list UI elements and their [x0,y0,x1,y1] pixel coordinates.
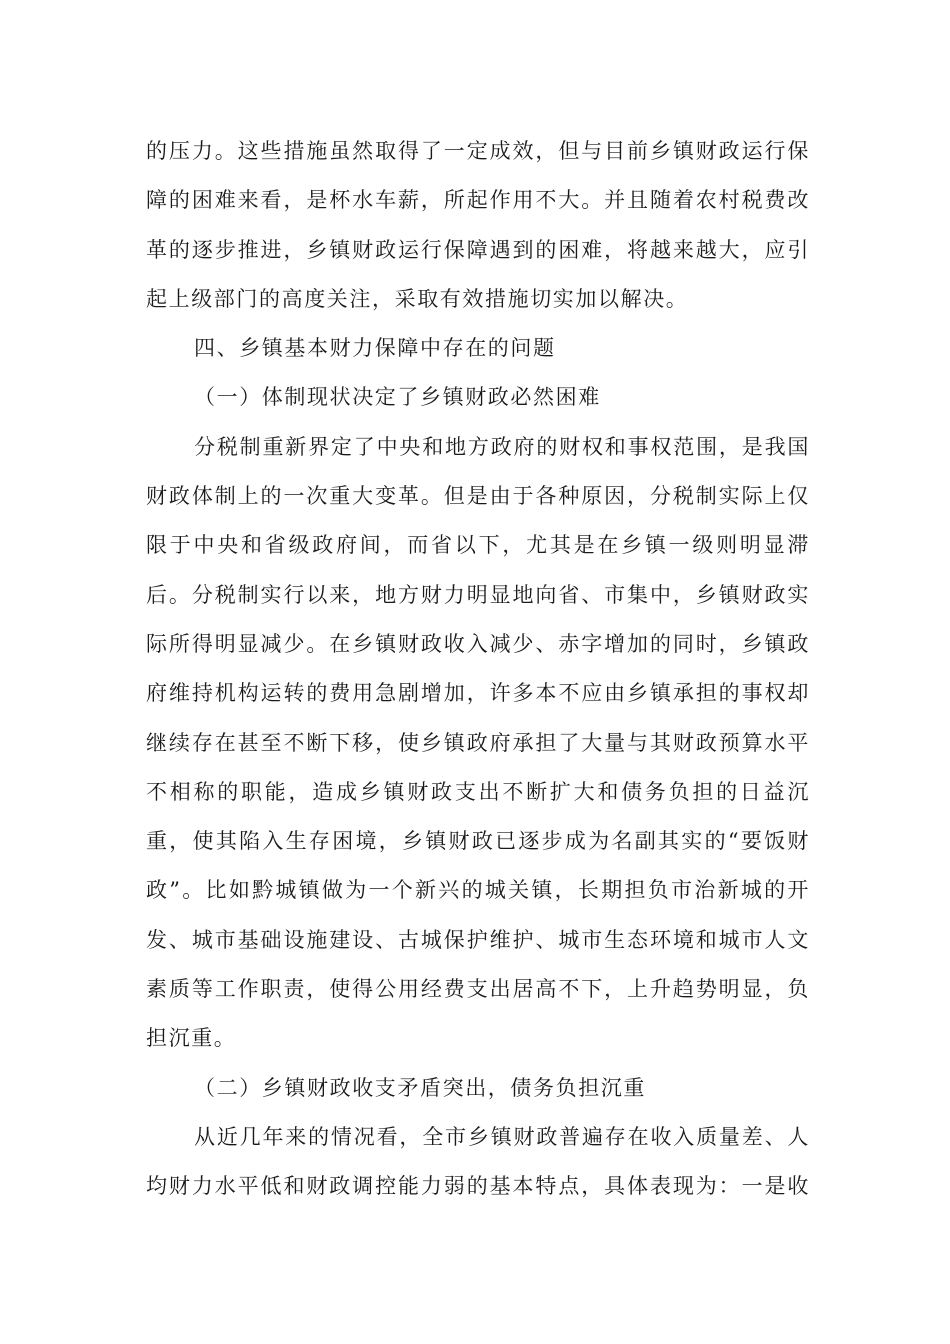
text-line: 障的困难来看，是杯水车薪，所起作用不大。并且随着农村税费改 [146,188,810,213]
document-body [146,127,810,1212]
subsection-heading-text: （二）乡镇财政收支矛盾突出，债务负担沉重 [194,1075,646,1100]
subsection-heading [146,1064,810,1113]
subsection-heading-text: （一）体制现状决定了乡镇财政必然困难 [194,385,601,410]
text-line: 限于中央和省级政府间，而省以下，尤其是在乡镇一级则明显滞 [146,533,810,558]
paragraph [146,423,810,1064]
text-line: 均财力水平低和财政调控能力弱的基本特点，具体表现为：一是收 [146,1174,810,1199]
subsection-heading [146,373,810,422]
text-line: 府维持机构运转的费用急剧增加，许多本不应由乡镇承担的事权却 [146,681,810,706]
section-heading-text: 四、乡镇基本财力保障中存在的问题 [194,336,556,361]
text-line: 财政体制上的一次重大变革。但是由于各种原因，分税制实际上仅 [146,484,810,509]
text-line: 不相称的职能，造成乡镇财政支出不断扩大和债务负担的日益沉 [146,779,810,804]
text-line: 革的逐步推进，乡镇财政运行保障遇到的困难，将越来越大，应引 [146,237,810,262]
section-heading [146,324,810,373]
text-line: 从近几年来的情况看，全市乡镇财政普遍存在收入质量差、人 [194,1124,810,1149]
text-line: 素质等工作职责，使得公用经费支出居高不下，上升趋势明显，负 [146,977,810,1002]
text-line: 重，使其陷入生存困境，乡镇财政已逐步成为名副其实的“要饭财 [146,829,810,854]
text-line: 起上级部门的高度关注，采取有效措施切实加以解决。 [146,286,689,311]
text-line: 担沉重。 [146,1026,237,1051]
text-line: 分税制重新界定了中央和地方政府的财权和事权范围，是我国 [194,434,810,459]
text-line: 的压力。这些措施虽然取得了一定成效，但与目前乡镇财政运行保 [146,139,810,163]
paragraph-continuation [146,127,810,324]
text-line: 政”。比如黔城镇做为一个新兴的城关镇，长期担负市治新城的开 [146,878,810,903]
text-line: 继续存在甚至不断下移，使乡镇政府承担了大量与其财政预算水平 [146,730,810,755]
text-line: 后。分税制实行以来，地方财力明显地向省、市集中，乡镇财政实 [146,582,810,607]
text-line: 发、城市基础设施建设、古城保护维护、城市生态环境和城市人文 [146,927,810,952]
paragraph [146,1113,810,1212]
text-line: 际所得明显减少。在乡镇财政收入减少、赤字增加的同时，乡镇政 [146,631,810,656]
